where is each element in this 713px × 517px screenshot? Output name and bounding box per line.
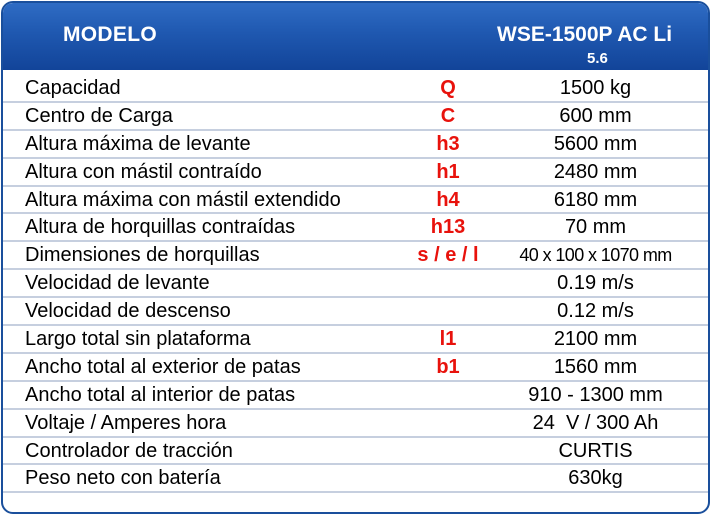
table-row bbox=[3, 326, 708, 354]
table-row bbox=[3, 410, 708, 438]
spec-value: CURTIS bbox=[558, 439, 633, 462]
spec-label: Ancho total al interior de patas bbox=[25, 383, 296, 406]
spec-symbol: s / e / l bbox=[417, 244, 479, 267]
table-row bbox=[3, 103, 708, 131]
spec-symbol: h3 bbox=[436, 132, 460, 155]
spec-symbol: h1 bbox=[436, 160, 460, 183]
spec-label: Altura con mástil contraído bbox=[25, 160, 262, 183]
spec-symbol: Q bbox=[440, 77, 456, 99]
spec-label: Altura máxima con mástil extendido bbox=[25, 188, 341, 211]
table-header bbox=[3, 3, 708, 70]
model-label: MODELO bbox=[63, 23, 157, 46]
spec-value: 910 - 1300 mm bbox=[528, 383, 663, 406]
table-row bbox=[3, 465, 708, 493]
spec-label: Velocidad de levante bbox=[25, 272, 210, 295]
model-name: WSE-1500P AC Li bbox=[497, 23, 673, 46]
spec-value: 6180 mm bbox=[553, 188, 638, 211]
spec-symbol: h4 bbox=[436, 188, 460, 211]
spec-value: 630kg bbox=[568, 467, 623, 490]
spec-label: Controlador de tracción bbox=[25, 439, 233, 462]
spec-value: 40 x 100 x 1070 mm bbox=[519, 245, 672, 266]
model-name-suffix: 5.6 bbox=[587, 50, 608, 67]
table-row bbox=[3, 75, 708, 103]
spec-value: 600 mm bbox=[559, 104, 632, 127]
spec-label: Centro de Carga bbox=[25, 104, 173, 127]
spec-value: 2480 mm bbox=[553, 160, 638, 183]
spec-label: Peso neto con batería bbox=[25, 467, 221, 490]
table-row bbox=[3, 298, 708, 326]
spec-symbol: b1 bbox=[436, 355, 460, 378]
table-row bbox=[3, 354, 708, 382]
spec-value: 2100 mm bbox=[553, 328, 638, 351]
spec-value: 0.19 m/s bbox=[557, 272, 634, 295]
table-row bbox=[3, 131, 708, 159]
spec-label: Voltaje / Amperes hora bbox=[25, 411, 227, 434]
table-row bbox=[3, 438, 708, 466]
spec-symbol: C bbox=[440, 104, 456, 127]
spec-value: 1500 kg bbox=[559, 77, 632, 99]
spec-label: Altura máxima de levante bbox=[25, 132, 251, 155]
table-row bbox=[3, 270, 708, 298]
spec-label: Velocidad de descenso bbox=[25, 300, 231, 323]
table-row bbox=[3, 242, 708, 270]
spec-value: 24 V / 300 Ah bbox=[532, 411, 659, 434]
spec-label: Capacidad bbox=[25, 77, 121, 99]
spec-table bbox=[1, 1, 710, 514]
spec-rows bbox=[3, 75, 708, 493]
table-row bbox=[3, 159, 708, 187]
spec-symbol: l1 bbox=[439, 328, 457, 351]
table-row bbox=[3, 187, 708, 215]
spec-value: 0.12 m/s bbox=[557, 300, 634, 323]
spec-label: Dimensiones de horquillas bbox=[25, 244, 260, 267]
table-row bbox=[3, 214, 708, 242]
spec-label: Altura de horquillas contraídas bbox=[25, 216, 296, 239]
spec-value: 70 mm bbox=[564, 216, 627, 239]
spec-symbol: h13 bbox=[430, 216, 466, 239]
spec-label: Ancho total al exterior de patas bbox=[25, 355, 301, 378]
spec-value: 5600 mm bbox=[553, 132, 638, 155]
table-row bbox=[3, 382, 708, 410]
spec-value: 1560 mm bbox=[553, 355, 638, 378]
spec-label: Largo total sin plataforma bbox=[25, 328, 251, 351]
